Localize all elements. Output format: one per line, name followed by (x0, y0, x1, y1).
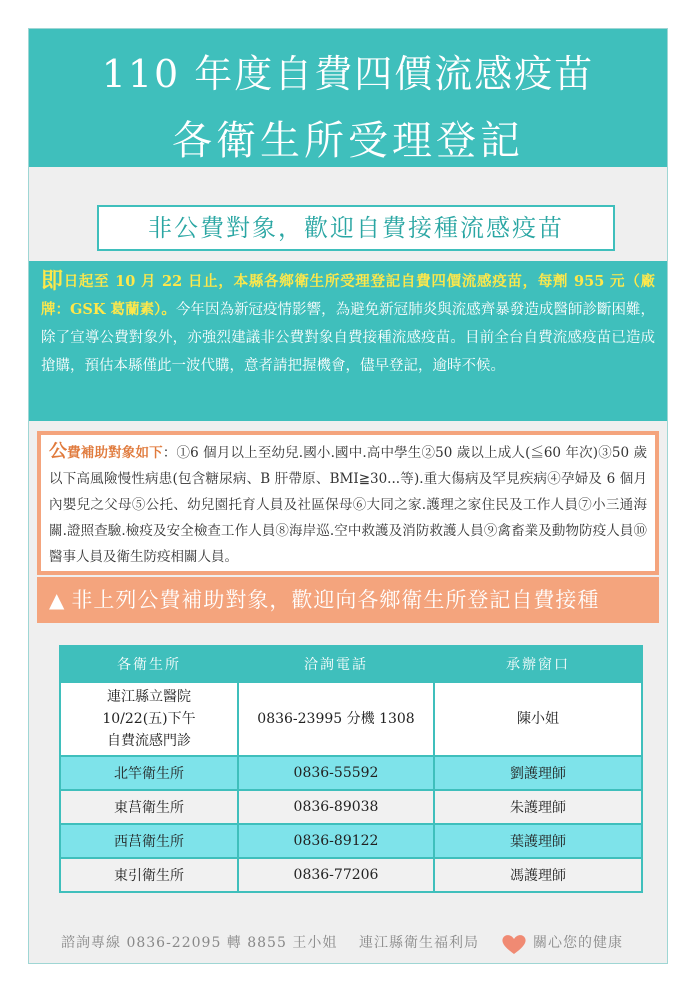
contact-cell: 葉護理師 (434, 824, 642, 858)
header-center: 各衛生所 (60, 646, 238, 682)
table-row (60, 756, 642, 790)
subsidy-text (41, 435, 655, 571)
contact-cell: 劉護理師 (434, 756, 642, 790)
subsidy-box (37, 431, 659, 575)
center-name-cell: 西莒衛生所 (60, 824, 238, 858)
footer-hotline: 諮詢專線 0836-22095 轉 8855 王小姐 (61, 935, 338, 951)
phone-cell: 0836-89122 (238, 824, 434, 858)
triangle-icon: ▲ (49, 588, 66, 612)
poster-frame (28, 28, 668, 964)
table-header-row (60, 646, 642, 682)
contact-cell: 馮護理師 (434, 858, 642, 892)
phone-cell: 0836-55592 (238, 756, 434, 790)
footer (29, 931, 667, 955)
contact-cell: 朱護理師 (434, 790, 642, 824)
center-name-cell: 東引衛生所 (60, 858, 238, 892)
table-row (60, 790, 642, 824)
table-row (60, 858, 642, 892)
center-name-cell: 東莒衛生所 (60, 790, 238, 824)
health-center-table (59, 645, 643, 893)
intro-paragraph (29, 261, 667, 421)
center-name-line: 自費流感門診 (107, 733, 191, 749)
notice-banner (37, 577, 659, 623)
intro-initial: 即 (41, 268, 64, 294)
notice-text: 非上列公費補助對象，歡迎向各鄉衛生所登記自費接種 (71, 588, 600, 612)
phone-cell: 0836-89038 (238, 790, 434, 824)
center-name-line: 10/22(五)下午 (102, 711, 196, 727)
contact-cell: 陳小姐 (434, 682, 642, 756)
table-row (60, 682, 642, 756)
subsidy-heading: 費補助對象如下 (67, 445, 163, 461)
phone-cell: 0836-77206 (238, 858, 434, 892)
poster-title-line2: 各衛生所受理登記 (172, 118, 524, 164)
header-phone: 洽詢電話 (238, 646, 434, 682)
header-contact: 承辦窗口 (434, 646, 642, 682)
poster-header (29, 29, 667, 167)
subtitle-banner: 非公費對象，歡迎自費接種流感疫苗 (97, 205, 615, 251)
subsidy-list: ：①6 個月以上至幼兒.國小.國中.高中學生②50 歲以上成人(≦60 年次)③50 歲以下高風險慢性病患(包含糖尿病、B 肝帶原、BMI≧30...等).重大傷病及罕見疾病④孕婦及 6 個月內嬰兒之父母⑤公托、幼兒園托育人員及社區保母⑥大同之家.護理之家住民及工作人員⑦小三通海關.證照查驗.檢疫及安全檢查工作人員⑧海岸巡.空中救護及消防救護人員⑨禽畜業及動物防疫人員⑩醫事人員及衛生防疫相關人員。 (49, 445, 648, 565)
heart-icon (501, 933, 527, 955)
phone-cell: 0836-23995 分機 1308 (238, 682, 434, 756)
table-row (60, 824, 642, 858)
center-name-line: 連江縣立醫院 (107, 689, 191, 705)
footer-slogan: 關心您的健康 (533, 935, 623, 951)
center-name-cell: 北竿衛生所 (60, 756, 238, 790)
center-name-cell (60, 682, 238, 756)
intro-highlight: 日起至 10 月 22 日止，本縣各鄉衛生所受理登記自費四價流感疫苗，每劑 955 元（廠牌：GSK 葛蘭素）。 (41, 273, 655, 318)
intro-body: 今年因為新冠疫情影響，為避免新冠肺炎與流感齊暴發造成醫師診斷困難，除了宣導公費對象外，亦強烈建議非公費對象自費接種流感疫苗。目前全台自費流感疫苗已造成搶購，預估本縣僅此一波代購，意者請把握機會，儘早登記，逾時不候。 (41, 302, 655, 374)
poster-title-line1: 110 年度自費四價流感疫苗 (101, 52, 595, 96)
footer-bureau: 連江縣衛生福利局 (359, 935, 479, 951)
subsidy-initial: 公 (49, 441, 68, 462)
